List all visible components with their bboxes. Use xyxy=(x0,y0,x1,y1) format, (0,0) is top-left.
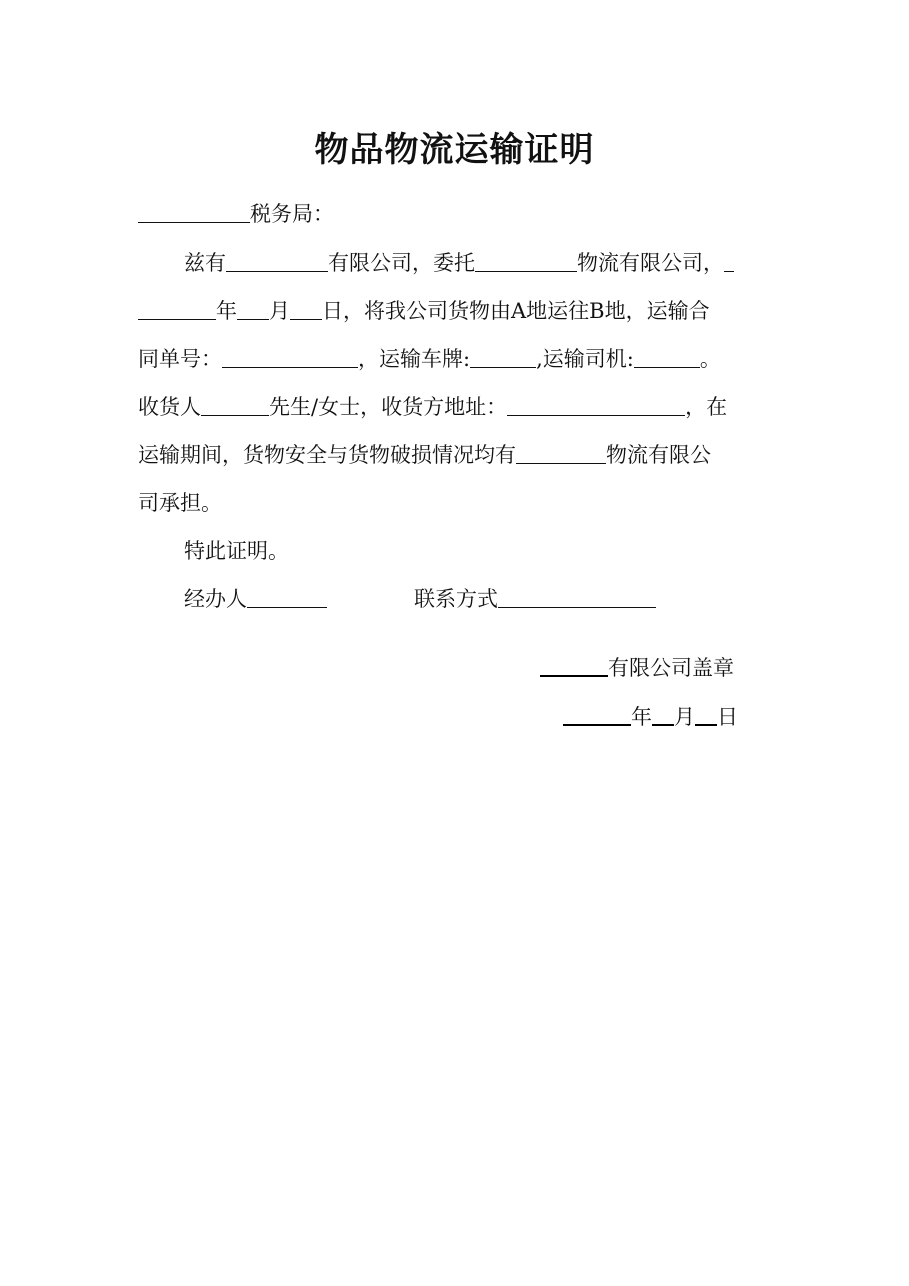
body-text: 月 xyxy=(269,299,290,323)
blank-contract-number[interactable] xyxy=(222,347,358,368)
body-text: 物流有限公司， xyxy=(577,251,724,275)
contact-label: 联系方式 xyxy=(414,587,498,611)
seal-label: 有限公司盖章 xyxy=(608,656,734,680)
date-year-label: 年 xyxy=(631,705,652,729)
body-text: 日，将我公司货物由A地运往B地，运输合 xyxy=(322,299,710,323)
date-month-label: 月 xyxy=(674,705,695,729)
body-text: 有限公司，委托 xyxy=(328,251,475,275)
blank-sign-month[interactable] xyxy=(652,704,674,726)
blank-consignee[interactable] xyxy=(201,395,269,416)
blank-day[interactable] xyxy=(290,299,322,320)
blank-seal-company[interactable] xyxy=(540,655,608,677)
blank-month[interactable] xyxy=(237,299,269,320)
body-text: 。 xyxy=(699,347,721,371)
body-line-2 xyxy=(138,297,710,325)
body-line-4 xyxy=(138,393,727,421)
blank-logistics-company[interactable] xyxy=(475,251,577,272)
body-line-6: 司承担。 xyxy=(138,491,222,515)
handler-label: 经办人 xyxy=(184,587,247,611)
handler-line xyxy=(184,585,327,613)
body-line-3 xyxy=(138,345,721,373)
certify-line: 特此证明。 xyxy=(184,539,289,563)
body-text: 年 xyxy=(216,299,237,323)
body-text: ,运输司机: xyxy=(536,347,634,371)
blank-plate-number[interactable] xyxy=(470,347,536,368)
blank-responsible-logistics[interactable] xyxy=(516,443,606,464)
blank-year-start[interactable] xyxy=(724,251,734,272)
document-title: 物品物流运输证明 xyxy=(314,130,595,170)
body-text: 先生/女士，收货方地址： xyxy=(269,395,508,419)
blank-year[interactable] xyxy=(138,299,216,320)
addressee-line xyxy=(138,200,334,228)
blank-sign-year[interactable] xyxy=(563,704,631,726)
body-text: ，在 xyxy=(685,395,728,419)
body-line-1 xyxy=(184,249,734,277)
blank-driver[interactable] xyxy=(634,347,700,368)
contact-line xyxy=(414,585,656,613)
body-text: 物流有限公 xyxy=(606,443,711,467)
blank-consignee-address[interactable] xyxy=(507,395,685,416)
blank-tax-bureau[interactable] xyxy=(138,202,250,223)
body-line-5 xyxy=(138,441,711,469)
addressee-label: 税务局： xyxy=(250,202,334,226)
blank-handler[interactable] xyxy=(247,587,327,608)
blank-sign-day[interactable] xyxy=(695,704,717,726)
blank-contact[interactable] xyxy=(498,587,656,608)
blank-company[interactable] xyxy=(226,251,328,272)
seal-line xyxy=(540,654,734,682)
body-text: 同单号： xyxy=(138,347,222,371)
body-text: 收货人 xyxy=(138,395,201,419)
date-line xyxy=(563,703,738,731)
body-text: 兹有 xyxy=(184,251,226,275)
body-text: ，运输车牌: xyxy=(358,347,471,371)
date-day-label: 日 xyxy=(717,705,738,729)
body-text: 运输期间，货物安全与货物破损情况均有 xyxy=(138,443,516,467)
